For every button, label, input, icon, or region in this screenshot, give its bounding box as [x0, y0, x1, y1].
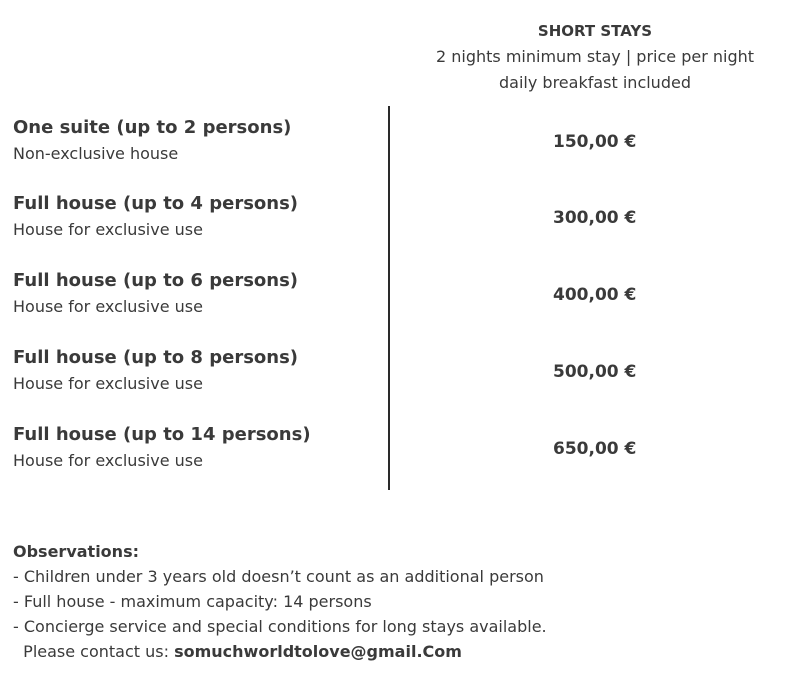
observation-item: - Concierge service and special conditions for long stays available.	[13, 617, 547, 636]
accommodation-name: One suite (up to 2 persons)	[13, 117, 292, 138]
section-title: SHORT STAYS	[537, 22, 653, 40]
price-row	[13, 269, 793, 329]
contact-email[interactable]: somuchworldtolove@gmail.Com	[174, 642, 462, 661]
accommodation-description: House for exclusive use	[13, 374, 203, 393]
contact-prefix: Please contact us:	[23, 642, 175, 661]
accommodation-price: 300,00 €	[553, 208, 637, 228]
price-row	[13, 423, 793, 483]
observation-item: - Full house - maximum capacity: 14 persons	[13, 592, 372, 611]
accommodation-price: 500,00 €	[553, 362, 637, 382]
accommodation-price: 400,00 €	[553, 285, 637, 305]
min-stay-note: 2 nights minimum stay | price per night	[435, 47, 755, 66]
breakfast-note: daily breakfast included	[499, 73, 691, 92]
accommodation-name: Full house (up to 4 persons)	[13, 193, 299, 214]
accommodation-name: Full house (up to 6 persons)	[13, 270, 299, 291]
price-row	[13, 116, 793, 176]
accommodation-description: House for exclusive use	[13, 220, 203, 239]
observations-heading: Observations:	[13, 542, 139, 561]
price-row	[13, 346, 793, 406]
accommodation-description: Non-exclusive house	[13, 144, 179, 163]
accommodation-description: House for exclusive use	[13, 297, 203, 316]
accommodation-name: Full house (up to 8 persons)	[13, 347, 299, 368]
observation-item: - Children under 3 years old doesn’t count as an additional person	[13, 567, 544, 586]
observations	[13, 539, 547, 664]
accommodation-price: 150,00 €	[553, 132, 637, 152]
contact-line	[13, 639, 547, 664]
short-stays-header	[390, 18, 800, 96]
accommodation-description: House for exclusive use	[13, 451, 203, 470]
price-row	[13, 192, 793, 252]
accommodation-price: 650,00 €	[553, 439, 637, 459]
accommodation-name: Full house (up to 14 persons)	[13, 424, 311, 445]
